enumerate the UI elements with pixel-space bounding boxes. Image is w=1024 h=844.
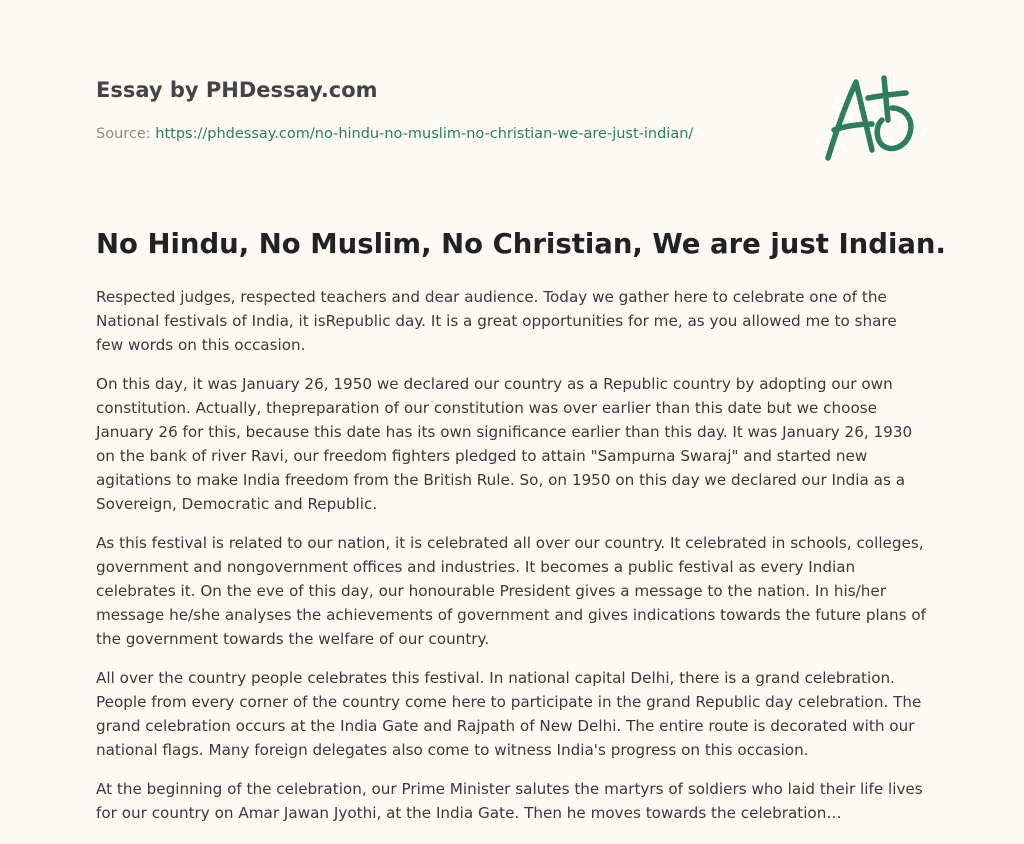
essay-header	[96, 76, 796, 144]
a-plus-logo-icon	[822, 66, 930, 166]
essay-paragraph: On this day, it was January 26, 1950 we declared our country as a Republic country by adopting our own constitution. Actually, thepreparation of our constitution was over earlier than this date but we choose January 26 for this, because this date has its own significance earlier than this day. It was January 26, 1930 on the bank of river Ravi, our freedom fighters pledged to attain "Sampurna Swaraj" and started new agitations to make India freedom from the British Rule. So, on 1950 on this day we declared our India as a Sovereign, Democratic and Republic.	[96, 375, 913, 513]
source-link[interactable]: https://phdessay.com/no-hindu-no-muslim-no-christian-we-are-just-indian/	[155, 126, 694, 142]
essay-title: No Hindu, No Muslim, No Christian, We are just Indian.	[96, 228, 946, 260]
source-line	[96, 124, 796, 144]
essay-body	[96, 285, 928, 840]
essay-paragraph: At the beginning of the celebration, our Prime Minister salutes the martyrs of soldiers who laid their life lives for our country on Amar Jawan Jyothi, at the India Gate. Then he moves towards the celebration…	[96, 780, 923, 822]
essay-paragraph: Respected judges, respected teachers and dear audience. Today we gather here to celebrate one of the National festivals of India, it isRepublic day. It is a great opportunities for me, as you allowed me to share few words on this occasion.	[96, 288, 897, 354]
essay-paragraph: All over the country people celebrates this festival. In national capital Delhi, there is a grand celebration. People from every corner of the country come here to participate in the grand Republic day celebration. The grand celebration occurs at the India Gate and Rajpath of New Delhi. The entire route is decorated with our national flags. Many foreign delegates also come to witness India's progress on this occasion.	[96, 669, 922, 759]
essay-paragraph: As this festival is related to our nation, it is celebrated all over our country. It celebrated in schools, colleges, government and nongovernment offices and industries. It becomes a public festival as every Indian celebrates it. On the eve of this day, our honourable President gives a message to the nation. In his/her message he/she analyses the achievements of government and gives indications towards the future plans of the government towards the welfare of our country.	[96, 534, 927, 648]
site-brand: Essay by PHDessay.com	[96, 78, 378, 102]
source-label: Source:	[96, 126, 156, 142]
